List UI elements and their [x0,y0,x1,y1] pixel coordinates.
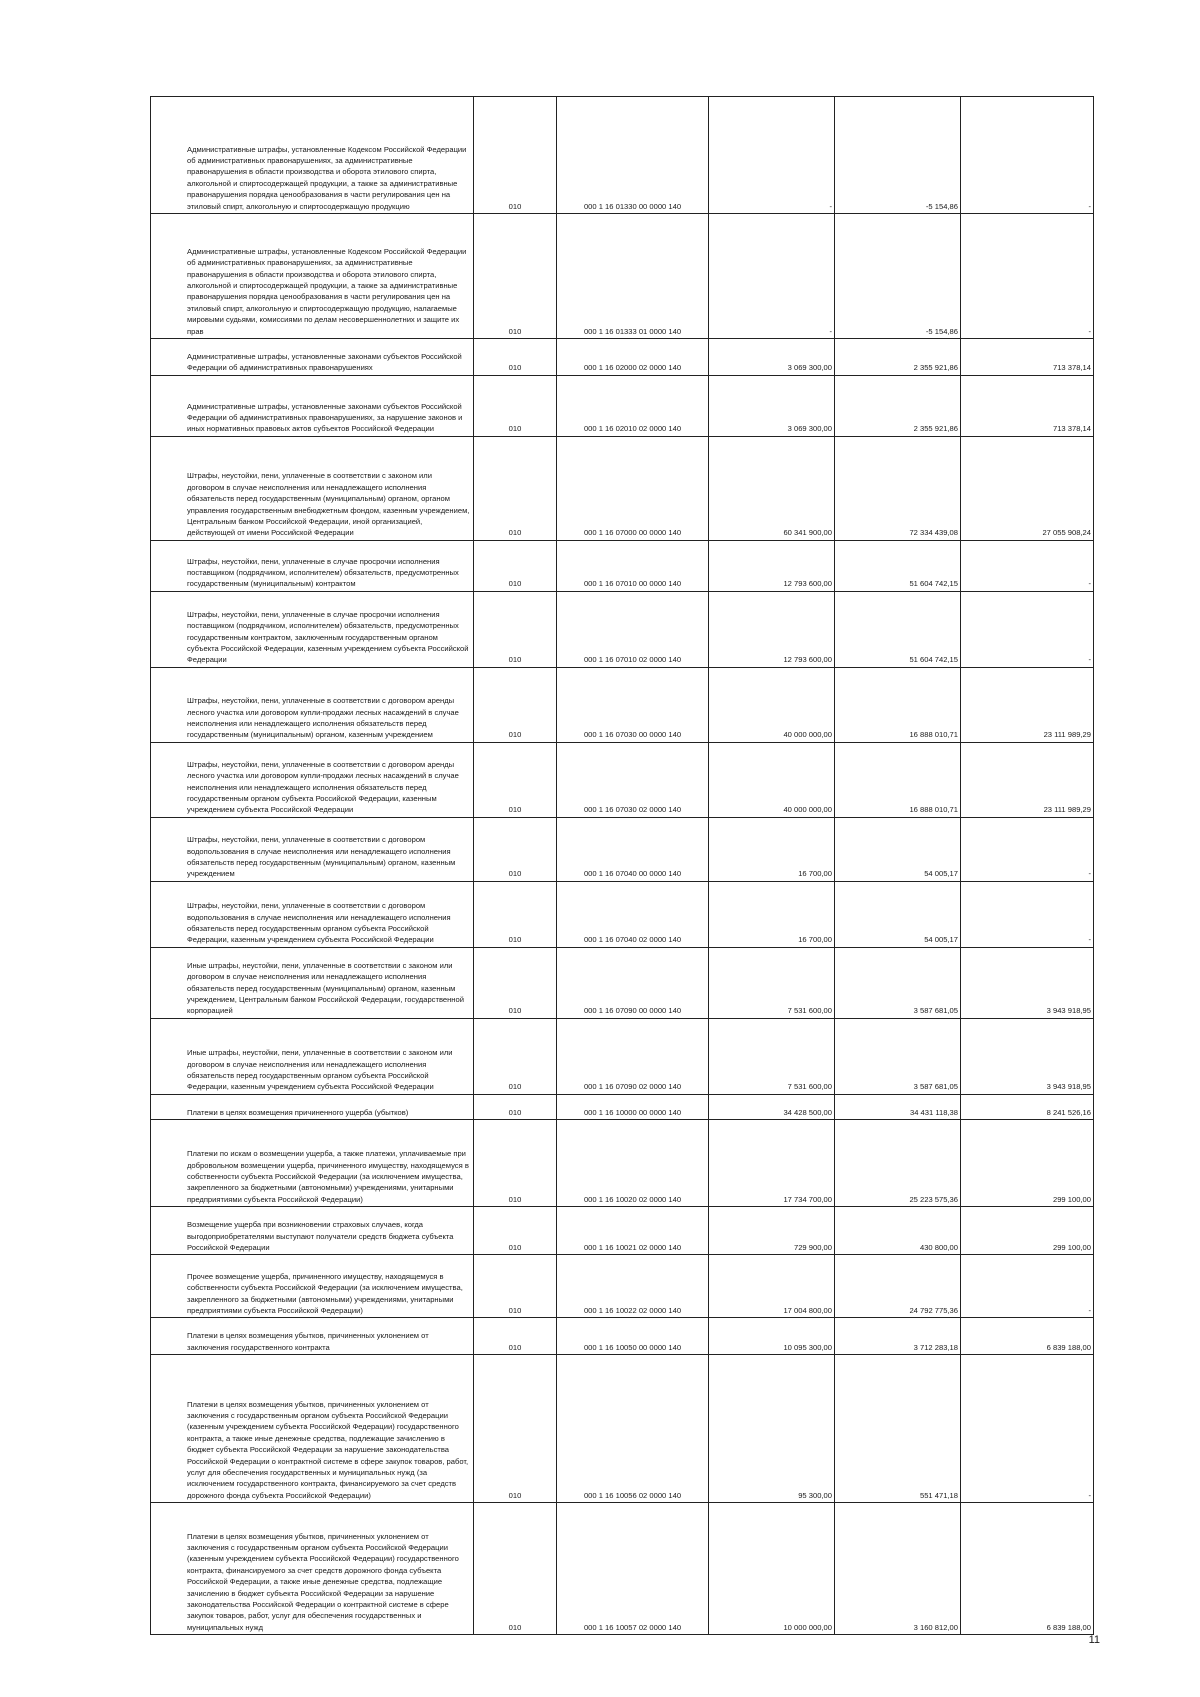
row-budget-code: 000 1 16 10056 02 0000 140 [557,1355,709,1503]
row-name: Штрафы, неустойки, пени, уплаченные в соответствии с договором аренды лесного участка или договором купли-продажи лесных насаждений в случае неисполнения или ненадлежащего исполнения обязательств перед государственным органом субъекта Российской Федерации, казенным учреждением субъекта Российской Федерации [151,742,474,817]
row-name: Платежи в целях возмещения убытков, причиненных уклонением от заключения с государственным органом субъекта Российской Федерации (казенным учреждением субъекта Российской Федерации) государственного контракта, а также иные денежные средства, подлежащие зачислению в бюджет субъекта Российской Федерации за нарушение законодательства Российской Федерации о контрактной системе в сфере закупок товаров, работ, услуг для обеспечения государственных и муниципальных нужд (за исключением государственного контракта, финансируемого за счет средств дорожного фонда субъекта Российской Федерации) [151,1355,474,1503]
row-executed-amount: 51 604 742,15 [835,540,961,591]
row-line-code: 010 [474,375,557,436]
row-approved-amount: 729 900,00 [709,1207,835,1255]
row-executed-amount: 34 431 118,38 [835,1094,961,1119]
row-budget-code: 000 1 16 01333 01 0000 140 [557,214,709,339]
table-row [151,1018,1094,1094]
row-name: Административные штрафы, установленные законами субъектов Российской Федерации об административных правонарушениях [151,339,474,376]
row-approved-amount: 16 700,00 [709,817,835,881]
row-line-code: 010 [474,1120,557,1207]
row-line-code: 010 [474,1094,557,1119]
row-name: Административные штрафы, установленные Кодексом Российской Федерации об административных правонарушениях, за административные правонарушения в области производства и оборота этилового спирта, алкогольной и спиртосодержащей продукции, а также за административные правонарушения порядка ценообразования в части регулирования цен на этиловый спирт, алкогольную и спиртосодержащую продукцию [151,97,474,214]
row-unexecuted-amount: 713 378,14 [961,375,1094,436]
row-executed-amount: 54 005,17 [835,817,961,881]
table-row [151,1207,1094,1255]
table-row [151,375,1094,436]
row-name: Административные штрафы, установленные Кодексом Российской Федерации об административных правонарушениях, за административные правонарушения в области производства и оборота этилового спирта, алкогольной и спиртосодержащей продукции, а также за административные правонарушения порядка ценообразования в части регулирования цен на этиловый спирт, алкогольную и спиртосодержащую продукцию, налагаемые мировыми судьями, комиссиями по делам несовершеннолетних и защите их прав [151,214,474,339]
row-line-code: 010 [474,1018,557,1094]
table-row [151,667,1094,742]
table-row [151,1503,1094,1635]
table-row [151,591,1094,667]
row-name: Платежи в целях возмещения убытков, причиненных уклонением от заключения государственного контракта [151,1318,474,1355]
row-approved-amount: 7 531 600,00 [709,947,835,1018]
row-name: Прочее возмещение ущерба, причиненного имуществу, находящемуся в собственности субъекта Российской Федерации (за исключением имущества, закрепленного за бюджетными (автономными) учреждениями, унитарными предприятиями субъекта Российской Федерации) [151,1255,474,1318]
row-approved-amount: 40 000 000,00 [709,742,835,817]
row-name: Платежи по искам о возмещении ущерба, а также платежи, уплачиваемые при добровольном возмещении ущерба, причиненного имуществу, находящемуся в собственности субъекта Российской Федерации (за исключением имущества, закрепленного за бюджетными (автономными) учреждениями, унитарными предприятиями субъекта Российской Федерации) [151,1120,474,1207]
row-budget-code: 000 1 16 10057 02 0000 140 [557,1503,709,1635]
row-unexecuted-amount: - [961,97,1094,214]
row-budget-code: 000 1 16 07010 00 0000 140 [557,540,709,591]
row-unexecuted-amount: 8 241 526,16 [961,1094,1094,1119]
row-approved-amount: 16 700,00 [709,881,835,947]
row-line-code: 010 [474,742,557,817]
row-budget-code: 000 1 16 10021 02 0000 140 [557,1207,709,1255]
row-name: Административные штрафы, установленные законами субъектов Российской Федерации об административных правонарушениях, за нарушение законов и иных нормативных правовых актов субъектов Российской Федерации [151,375,474,436]
row-line-code: 010 [474,1207,557,1255]
row-unexecuted-amount: - [961,1255,1094,1318]
row-approved-amount: 10 095 300,00 [709,1318,835,1355]
row-executed-amount: 3 160 812,00 [835,1503,961,1635]
row-budget-code: 000 1 16 07040 00 0000 140 [557,817,709,881]
row-budget-code: 000 1 16 07090 00 0000 140 [557,947,709,1018]
table-body [151,97,1094,1635]
row-executed-amount: 25 223 575,36 [835,1120,961,1207]
table-row [151,1094,1094,1119]
table-row [151,1120,1094,1207]
row-line-code: 010 [474,1318,557,1355]
row-budget-code: 000 1 16 07090 02 0000 140 [557,1018,709,1094]
row-budget-code: 000 1 16 10022 02 0000 140 [557,1255,709,1318]
table-row [151,97,1094,214]
row-unexecuted-amount: - [961,591,1094,667]
row-line-code: 010 [474,214,557,339]
row-approved-amount: 17 734 700,00 [709,1120,835,1207]
row-unexecuted-amount: 27 055 908,24 [961,436,1094,540]
row-executed-amount: 430 800,00 [835,1207,961,1255]
row-line-code: 010 [474,540,557,591]
row-unexecuted-amount: 23 111 989,29 [961,742,1094,817]
row-executed-amount: 3 587 681,05 [835,1018,961,1094]
row-unexecuted-amount: 3 943 918,95 [961,1018,1094,1094]
table-row [151,742,1094,817]
row-line-code: 010 [474,1503,557,1635]
row-unexecuted-amount: 713 378,14 [961,339,1094,376]
row-unexecuted-amount: 6 839 188,00 [961,1503,1094,1635]
row-executed-amount: 2 355 921,86 [835,339,961,376]
table-row [151,947,1094,1018]
row-name: Штрафы, неустойки, пени, уплаченные в соответствии с договором водопользования в случае неисполнения или ненадлежащего исполнения обязательств перед государственным (муниципальным) органом, казенным учреждением [151,817,474,881]
page-number: 11 [1088,1634,1100,1646]
table-row [151,881,1094,947]
row-unexecuted-amount: 299 100,00 [961,1120,1094,1207]
row-executed-amount: 24 792 775,36 [835,1255,961,1318]
row-line-code: 010 [474,339,557,376]
row-approved-amount: 40 000 000,00 [709,667,835,742]
row-budget-code: 000 1 16 02010 02 0000 140 [557,375,709,436]
row-approved-amount: 3 069 300,00 [709,339,835,376]
row-unexecuted-amount: 23 111 989,29 [961,667,1094,742]
row-approved-amount: 12 793 600,00 [709,540,835,591]
row-name: Штрафы, неустойки, пени, уплаченные в случае просрочки исполнения поставщиком (подрядчиком, исполнителем) обязательств, предусмотренных государственным контрактом, заключенным государственным органом субъекта Российской Федерации, казенным учреждением субъекта Российской Федерации [151,591,474,667]
row-unexecuted-amount: - [961,214,1094,339]
row-unexecuted-amount: - [961,881,1094,947]
row-approved-amount: 10 000 000,00 [709,1503,835,1635]
row-line-code: 010 [474,1255,557,1318]
row-line-code: 010 [474,881,557,947]
row-name: Иные штрафы, неустойки, пени, уплаченные в соответствии с законом или договором в случае неисполнения или ненадлежащего исполнения обязательств перед государственным (муниципальным) органом, казенным учреждением, Центральным банком Российской Федерации, государственной корпорацией [151,947,474,1018]
table-row [151,817,1094,881]
row-executed-amount: 3 587 681,05 [835,947,961,1018]
row-budget-code: 000 1 16 02000 02 0000 140 [557,339,709,376]
row-executed-amount: 16 888 010,71 [835,742,961,817]
row-executed-amount: 3 712 283,18 [835,1318,961,1355]
row-approved-amount: 17 004 800,00 [709,1255,835,1318]
row-unexecuted-amount: 3 943 918,95 [961,947,1094,1018]
row-approved-amount: 7 531 600,00 [709,1018,835,1094]
row-budget-code: 000 1 16 07000 00 0000 140 [557,436,709,540]
row-name: Штрафы, неустойки, пени, уплаченные в случае просрочки исполнения поставщиком (подрядчиком, исполнителем) обязательств, предусмотренных государственным (муниципальным) контрактом [151,540,474,591]
table-row [151,214,1094,339]
row-approved-amount: 60 341 900,00 [709,436,835,540]
row-budget-code: 000 1 16 07040 02 0000 140 [557,881,709,947]
row-name: Штрафы, неустойки, пени, уплаченные в соответствии с договором аренды лесного участка или договором купли-продажи лесных насаждений в случае неисполнения или ненадлежащего исполнения обязательств перед государственным (муниципальным) органом, казенным учреждением [151,667,474,742]
row-approved-amount: - [709,214,835,339]
row-line-code: 010 [474,1355,557,1503]
row-line-code: 010 [474,591,557,667]
row-budget-code: 000 1 16 10000 00 0000 140 [557,1094,709,1119]
row-line-code: 010 [474,947,557,1018]
row-unexecuted-amount: 6 839 188,00 [961,1318,1094,1355]
row-budget-code: 000 1 16 07030 00 0000 140 [557,667,709,742]
row-approved-amount: 3 069 300,00 [709,375,835,436]
row-name: Штрафы, неустойки, пени, уплаченные в соответствии с договором водопользования в случае неисполнения или ненадлежащего исполнения обязательств перед государственным органом субъекта Российской Федерации, казенным учреждением субъекта Российской Федерации [151,881,474,947]
row-approved-amount: 12 793 600,00 [709,591,835,667]
row-line-code: 010 [474,97,557,214]
row-budget-code: 000 1 16 10020 02 0000 140 [557,1120,709,1207]
row-line-code: 010 [474,436,557,540]
row-budget-code: 000 1 16 07030 02 0000 140 [557,742,709,817]
table-row [151,1318,1094,1355]
row-unexecuted-amount: - [961,540,1094,591]
table-row [151,339,1094,376]
row-name: Штрафы, неустойки, пени, уплаченные в соответствии с законом или договором в случае неисполнения или ненадлежащего исполнения обязательств перед государственным (муниципальным) органом, органом управления государственным внебюджетным фондом, казенным учреждением, Центральным банком Российской Федерации, иной организацией, действующей от имени Российской Федерации [151,436,474,540]
row-name: Платежи в целях возмещения причиненного ущерба (убытков) [151,1094,474,1119]
row-executed-amount: 72 334 439,08 [835,436,961,540]
row-budget-code: 000 1 16 10050 00 0000 140 [557,1318,709,1355]
row-approved-amount: 95 300,00 [709,1355,835,1503]
row-approved-amount: - [709,97,835,214]
row-line-code: 010 [474,817,557,881]
row-executed-amount: 51 604 742,15 [835,591,961,667]
row-executed-amount: -5 154,86 [835,97,961,214]
row-executed-amount: 54 005,17 [835,881,961,947]
table-row [151,1355,1094,1503]
row-budget-code: 000 1 16 07010 02 0000 140 [557,591,709,667]
row-unexecuted-amount: - [961,1355,1094,1503]
row-executed-amount: 2 355 921,86 [835,375,961,436]
table-row [151,540,1094,591]
row-unexecuted-amount: - [961,817,1094,881]
row-executed-amount: 16 888 010,71 [835,667,961,742]
table-row [151,1255,1094,1318]
row-executed-amount: -5 154,86 [835,214,961,339]
row-name: Возмещение ущерба при возникновении страховых случаев, когда выгодоприобретателями выступают получатели средств бюджета субъекта Российской Федерации [151,1207,474,1255]
row-name: Иные штрафы, неустойки, пени, уплаченные в соответствии с законом или договором в случае неисполнения или ненадлежащего исполнения обязательств перед государственным органом субъекта Российской Федерации, казенным учреждением субъекта Российской Федерации [151,1018,474,1094]
row-budget-code: 000 1 16 01330 00 0000 140 [557,97,709,214]
row-unexecuted-amount: 299 100,00 [961,1207,1094,1255]
row-executed-amount: 551 471,18 [835,1355,961,1503]
row-approved-amount: 34 428 500,00 [709,1094,835,1119]
budget-revenue-table [150,96,1094,1635]
row-line-code: 010 [474,667,557,742]
row-name: Платежи в целях возмещения убытков, причиненных уклонением от заключения с государственным органом субъекта Российской Федерации (казенным учреждением субъекта Российской Федерации) государственного контракта, финансируемого за счет средств дорожного фонда субъекта Российской Федерации, а также иные денежные средства, подлежащие зачислению в бюджет субъекта Российской Федерации за нарушение законодательства Российской Федерации о контрактной системе в сфере закупок товаров, работ, услуг для обеспечения государственных и муниципальных нужд [151,1503,474,1635]
table-row [151,436,1094,540]
